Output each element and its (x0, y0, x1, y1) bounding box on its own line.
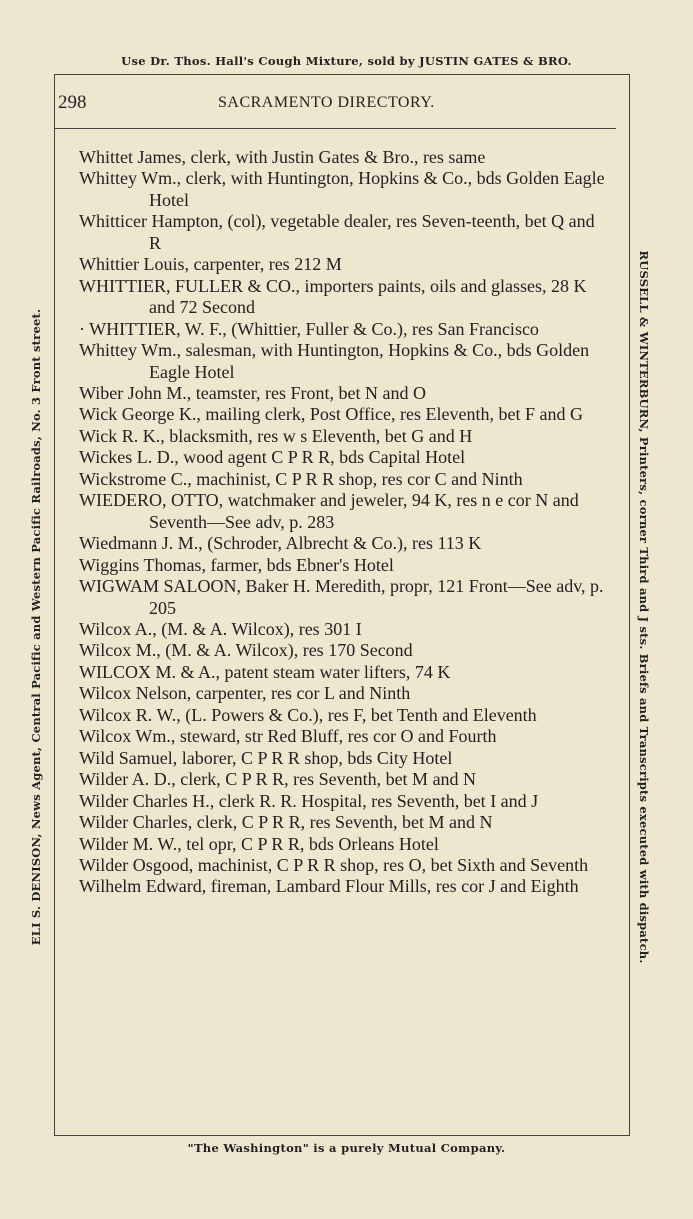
directory-entry: Wilcox M., (M. & A. Wilcox), res 170 Second (79, 640, 413, 661)
directory-entry: Wilhelm Edward, fireman, Lambard Flour Mills, res cor J and Eighth (79, 876, 579, 897)
directory-entry: WIGWAM SALOON, Baker H. Meredith, propr, 121 Front—See adv, p. 205 (79, 576, 604, 618)
bottom-advertisement: "The Washington" is a purely Mutual Company. (187, 1141, 506, 1155)
directory-entry: WILCOX M. & A., patent steam water lifters, 74 K (79, 661, 451, 682)
directory-entry: Whittet James, clerk, with Justin Gates & Bro., res same (79, 147, 486, 167)
directory-entry: Wiedmann J. M., (Schroder, Albrecht & Co.), res 113 K (79, 533, 482, 554)
directory-entry: Wickes L. D., wood agent C P R R, bds Capital Hotel (79, 447, 466, 468)
directory-entry: Wickstrome C., machinist, C P R R shop, res cor C and Ninth (79, 468, 523, 489)
directory-entry: Wilcox R. W., (L. Powers & Co.), res F, bet Tenth and Eleventh (79, 704, 537, 725)
directory-entry: Wilder Charles, clerk, C P R R, res Seventh, bet M and N (79, 812, 493, 833)
directory-entry: Wiber John M., teamster, res Front, bet N and O (79, 382, 426, 403)
directory-entry: Wilder M. W., tel opr, C P R R, bds Orleans Hotel (79, 833, 439, 854)
right-margin-advertisement: RUSSELL & WINTERBURN, Printers, corner Third and J sts. Briefs and Transcripts executed with dispatch. (637, 250, 651, 964)
page-number: 298 (58, 92, 87, 113)
directory-entry: Wilder Charles H., clerk R. R. Hospital, res Seventh, bet I and J (79, 790, 539, 811)
directory-entry: Wilcox A., (M. & A. Wilcox), res 301 I (79, 618, 362, 639)
directory-entry: Whittier Louis, carpenter, res 212 M (79, 254, 342, 275)
directory-entry: Whittey Wm., salesman, with Huntington, Hopkins & Co., bds Golden Eagle Hotel (79, 340, 590, 382)
running-title: SACRAMENTO DIRECTORY. (218, 94, 435, 111)
directory-entries (79, 147, 609, 898)
directory-entry: Wilder A. D., clerk, C P R R, res Seventh, bet M and N (79, 769, 477, 790)
directory-entry: Wick George K., mailing clerk, Post Office, res Eleventh, bet F and G (79, 404, 583, 425)
left-margin-advertisement: ELI S. DENISON, News Agent, Central Pacific and Western Pacific Railroads, No. 3 Front street. (29, 308, 43, 946)
header-rule (54, 128, 616, 129)
directory-entry: Wilcox Wm., steward, str Red Bluff, res cor O and Fourth (79, 726, 497, 747)
directory-entry: Wick R. K., blacksmith, res w s Eleventh, bet G and H (79, 425, 473, 446)
directory-entry: WIEDERO, OTTO, watchmaker and jeweler, 94 K, res n e cor N and Seventh—See adv, p. 283 (79, 490, 579, 532)
directory-entry: Whitticer Hampton, (col), vegetable dealer, res Seven-teenth, bet Q and R (79, 211, 595, 253)
directory-entry: Wilder Osgood, machinist, C P R R shop, res O, bet Sixth and Seventh (79, 854, 589, 875)
directory-entry: Whittey Wm., clerk, with Huntington, Hopkins & Co., bds Golden Eagle Hotel (79, 168, 605, 210)
page-header (58, 92, 618, 116)
top-advertisement: Use Dr. Thos. Hall's Cough Mixture, sold by JUSTIN GATES & BRO. (121, 54, 572, 68)
directory-entry: Wild Samuel, laborer, C P R R shop, bds City Hotel (79, 747, 453, 768)
directory-entry: Wiggins Thomas, farmer, bds Ebner's Hotel (79, 554, 394, 575)
directory-entry: · WHITTIER, W. F., (Whittier, Fuller & Co.), res San Francisco (79, 318, 539, 339)
directory-entry: Wilcox Nelson, carpenter, res cor L and Ninth (79, 683, 411, 704)
directory-entry: WHITTIER, FULLER & CO., importers paints, oils and glasses, 28 K and 72 Second (79, 275, 587, 318)
